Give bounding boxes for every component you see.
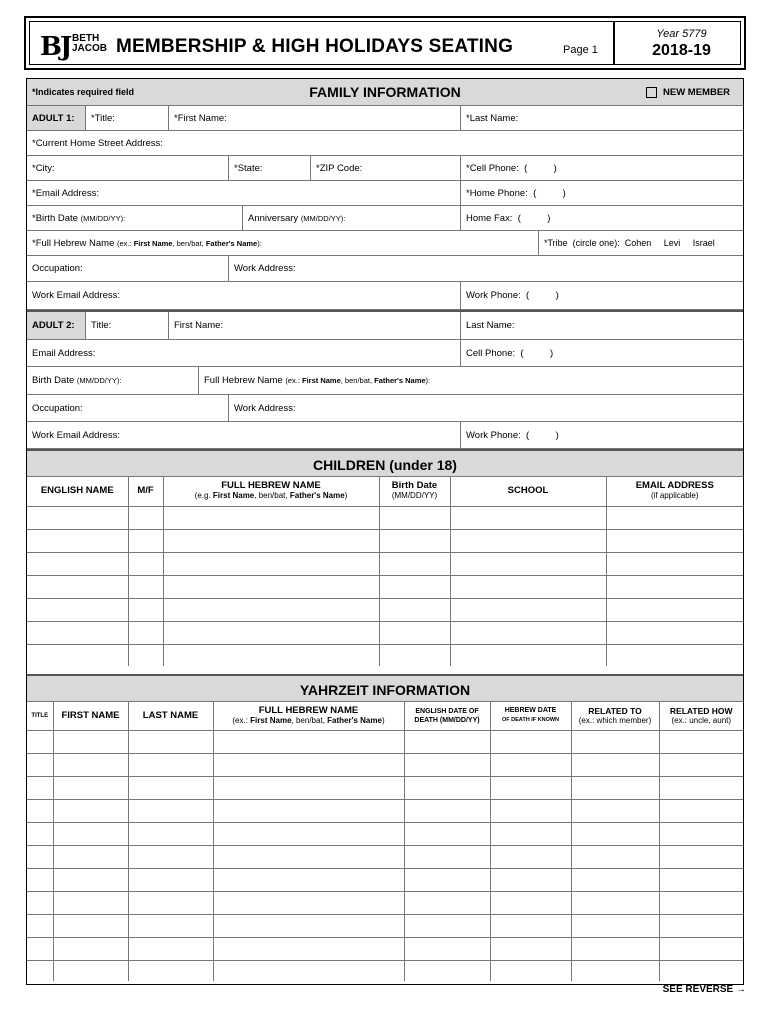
adult1-occupation-row [27,256,743,282]
table-row[interactable] [27,598,743,621]
adult1-email-row [27,181,743,206]
birth-date-format: (MM/DD/YY): [76,376,122,385]
adult1-zip-field[interactable]: *ZIP Code: [310,156,460,180]
required-field-note: *Indicates required field [32,87,135,97]
yahrzeit-header-row [27,702,743,730]
adult1-work-row [27,282,743,310]
col-related-to: RELATED TO (ex.: which member) [571,702,659,730]
adult2-work-row [27,422,743,449]
col-english-death-date: ENGLISH DATE OF DEATH (MM/DD/YY) [404,702,490,730]
col-title: TITLE [27,702,53,730]
table-row[interactable] [27,868,743,891]
children-header-row [27,477,743,506]
table-row[interactable] [27,575,743,598]
see-reverse-note: SEE REVERSE → [662,984,746,995]
yahrzeit-section-header [27,674,743,702]
beth-jacob-logo [38,30,118,66]
col-related-how: RELATED HOW (ex.: uncle, aunt) [659,702,743,730]
adult1-last-name-field[interactable]: *Last Name: [460,106,743,130]
adult1-street-field[interactable]: *Current Home Street Address: [32,137,163,149]
anniversary-format: (MM/DD/YY): [300,213,346,223]
adult1-hebrew-row [27,231,743,256]
children-section-header [27,449,743,477]
col-gender: M/F [128,477,163,506]
adult2-occupation-field[interactable]: Occupation: [32,402,83,414]
birth-date-format: (MM/DD/YY): [80,213,126,223]
adult1-occupation-field[interactable]: Occupation: [32,263,83,274]
adult1-street-row [27,131,743,156]
children-table [27,477,743,666]
adult1-cell-phone-field[interactable]: *Cell Phone: ( ) [460,156,743,180]
adult1-birth-date-field[interactable] [27,206,242,230]
table-row[interactable] [27,621,743,644]
adult2-cell-phone-field[interactable]: Cell Phone: ( ) [460,340,743,366]
adult1-home-fax-field[interactable]: Home Fax: ( ) [460,206,743,230]
adult1-state-field[interactable]: *State: [228,156,310,180]
adult1-first-name-field[interactable]: *First Name: [168,106,460,130]
birth-date-label: Birth Date [32,375,75,386]
adult2-title-field[interactable]: Title: [85,312,168,339]
table-row[interactable] [27,506,743,529]
yahrzeit-table-wrap [27,702,743,984]
table-row[interactable] [27,552,743,575]
hebrew-name-example: (ex.: First Name, ben/bat, Father's Name): [285,376,431,385]
logo-monogram: BJ [40,32,71,62]
hebrew-year: Year 5779 [656,28,707,40]
table-row[interactable] [27,822,743,845]
col-hebrew-name: FULL HEBREW NAME (ex.: First Name, ben/bat, Father's Name) [213,702,404,730]
table-row[interactable] [27,730,743,753]
year-box [613,22,748,64]
adult1-home-phone-field[interactable]: *Home Phone: ( ) [460,181,743,205]
hebrew-name-label: Full Hebrew Name [204,375,283,386]
table-row[interactable] [27,891,743,914]
header-inner-border [29,21,741,65]
col-hebrew-name: FULL HEBREW NAME (e.g. First Name, ben/bat, Father's Name) [163,477,379,506]
logo-line-1: BETH [72,33,100,44]
table-row[interactable] [27,914,743,937]
family-section-title: FAMILY INFORMATION [309,84,461,100]
adult2-email-row [27,340,743,367]
adult1-work-address-field[interactable]: Work Address: [228,256,743,281]
adult2-work-email-field[interactable]: Work Email Address: [32,429,120,441]
table-row[interactable] [27,529,743,552]
anniversary-label: Anniversary [248,212,299,224]
adult1-name-row [27,106,743,131]
table-row[interactable] [27,845,743,868]
adult2-work-address-field[interactable]: Work Address: [228,395,743,421]
col-school: SCHOOL [450,477,606,506]
adult2-birth-date-field[interactable] [27,367,198,394]
form-header [24,16,746,70]
table-row[interactable] [27,753,743,776]
col-hebrew-death-date: HEBREW DATE OF DEATH IF KNOWN [490,702,571,730]
adult1-email-field[interactable]: *Email Address: [32,187,100,199]
adult2-occupation-row [27,395,743,422]
adult2-work-phone-field[interactable]: Work Phone: ( ) [460,422,743,448]
adult1-work-phone-field[interactable]: Work Phone: ( ) [460,282,743,309]
adult1-work-email-field[interactable]: Work Email Address: [32,290,120,301]
adult2-hebrew-name-field[interactable] [198,367,743,394]
col-birth-date: Birth Date (MM/DD/YY) [379,477,450,506]
family-section-header [27,79,743,106]
col-first-name: FIRST NAME [53,702,128,730]
form-title: MEMBERSHIP & HIGH HOLIDAYS SEATING [116,36,514,57]
fiscal-year: 2018-19 [652,42,711,59]
page-number: Page 1 [563,44,598,56]
yahrzeit-table [27,702,743,981]
col-last-name: LAST NAME [128,702,213,730]
yahrzeit-section-title: YAHRZEIT INFORMATION [299,682,471,698]
new-member-checkbox[interactable] [646,87,657,98]
hebrew-name-example: (ex.: First Name, ben/bat, Father's Name): [117,238,262,248]
new-member-option[interactable] [641,79,745,105]
table-row[interactable] [27,960,743,981]
adult2-name-row [27,310,743,340]
adult1-dates-row [27,206,743,231]
adult2-label: ADULT 2: [27,312,85,339]
new-member-label: NEW MEMBER [663,86,731,98]
adult1-hebrew-name-field[interactable] [27,231,538,255]
adult1-anniversary-field[interactable] [242,206,460,230]
membership-form [26,78,744,985]
adult2-last-name-field[interactable]: Last Name: [460,312,743,339]
birth-date-label: *Birth Date [32,212,78,224]
adult2-first-name-field[interactable]: First Name: [168,312,460,339]
adult1-tribe-field[interactable]: *Tribe (circle one): Cohen Levi Israel [538,231,743,255]
adult1-city-row [27,156,743,181]
children-section-title: CHILDREN (under 18) [313,457,457,473]
adult1-city-field[interactable]: *City: [32,162,55,174]
table-row[interactable] [27,644,743,666]
adult1-title-field[interactable]: *Title: [85,106,168,130]
col-english-name: ENGLISH NAME [27,477,128,506]
adult2-birth-row [27,367,743,395]
hebrew-name-label: *Full Hebrew Name [32,237,115,249]
table-row[interactable] [27,776,743,799]
children-table-wrap [27,477,743,674]
adult1-label: ADULT 1: [27,106,85,130]
table-row[interactable] [27,799,743,822]
col-email: EMAIL ADDRESS (if applicable) [606,477,743,506]
table-row[interactable] [27,937,743,960]
logo-line-2: JACOB [72,43,108,54]
adult2-email-field[interactable]: Email Address: [32,347,96,359]
